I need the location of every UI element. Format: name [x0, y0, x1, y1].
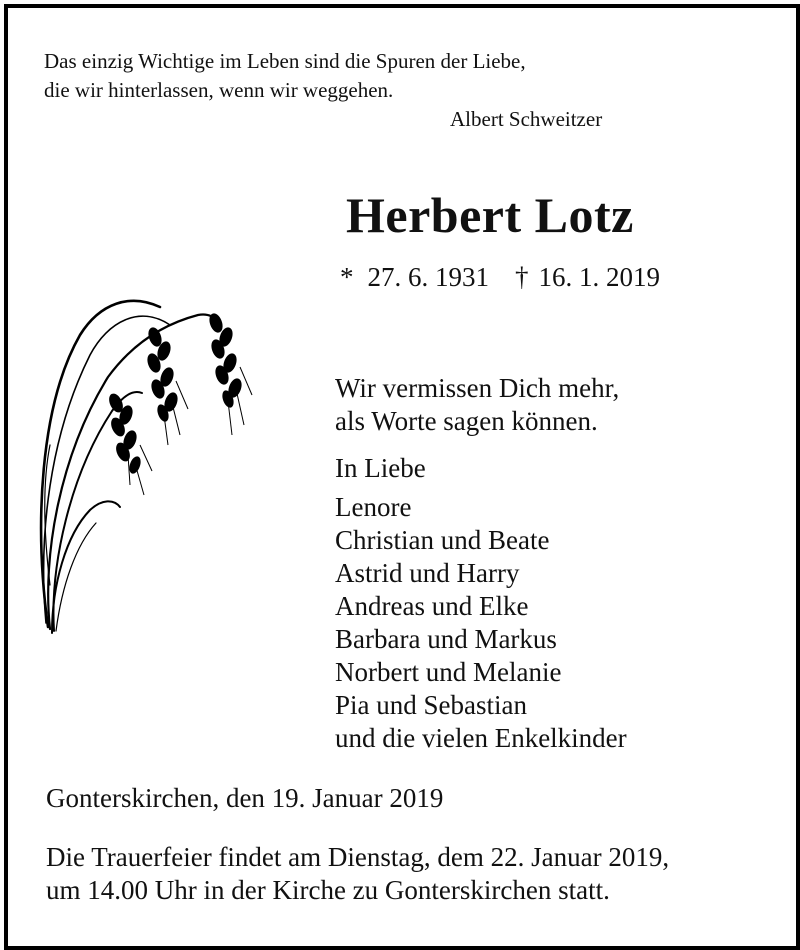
wheat-ears-icon	[30, 285, 270, 635]
death-cross-symbol: †	[515, 262, 529, 292]
quote-line: Das einzig Wichtige im Leben sind die Spuren der Liebe,	[44, 49, 526, 73]
epigraph-quote	[44, 47, 526, 105]
mourner-name: Lenore	[335, 492, 412, 522]
funeral-notice	[46, 841, 669, 907]
message	[335, 372, 619, 438]
greeting: In Liebe	[335, 453, 426, 483]
place-and-date: Gonterskirchen, den 19. Januar 2019	[46, 783, 444, 813]
life-dates	[340, 262, 660, 293]
mourner-name: Astrid und Harry	[335, 558, 520, 588]
funeral-line: um 14.00 Uhr in der Kirche zu Gonterskirchen statt.	[46, 875, 610, 905]
mourner-name: Andreas und Elke	[335, 591, 529, 621]
quote-author: Albert Schweitzer	[450, 107, 603, 131]
deceased-name: Herbert Lotz	[346, 187, 634, 243]
birth-date: 27. 6. 1931	[367, 262, 489, 292]
funeral-line: Die Trauerfeier findet am Dienstag, dem 22. Januar 2019,	[46, 842, 670, 872]
birth-symbol: *	[340, 262, 354, 292]
quote-line: die wir hinterlassen, wenn wir weggehen.	[44, 78, 394, 102]
mourner-name: und die vielen Enkelkinder	[335, 723, 627, 753]
mourner-name: Barbara und Markus	[335, 624, 557, 654]
message-line: als Worte sagen können.	[335, 406, 598, 436]
mourner-name: Christian und Beate	[335, 525, 550, 555]
mourners-list	[335, 452, 627, 755]
mourner-name: Norbert und Melanie	[335, 657, 562, 687]
mourner-name: Pia und Sebastian	[335, 690, 527, 720]
message-line: Wir vermissen Dich mehr,	[335, 373, 620, 403]
death-date: 16. 1. 2019	[538, 262, 660, 292]
